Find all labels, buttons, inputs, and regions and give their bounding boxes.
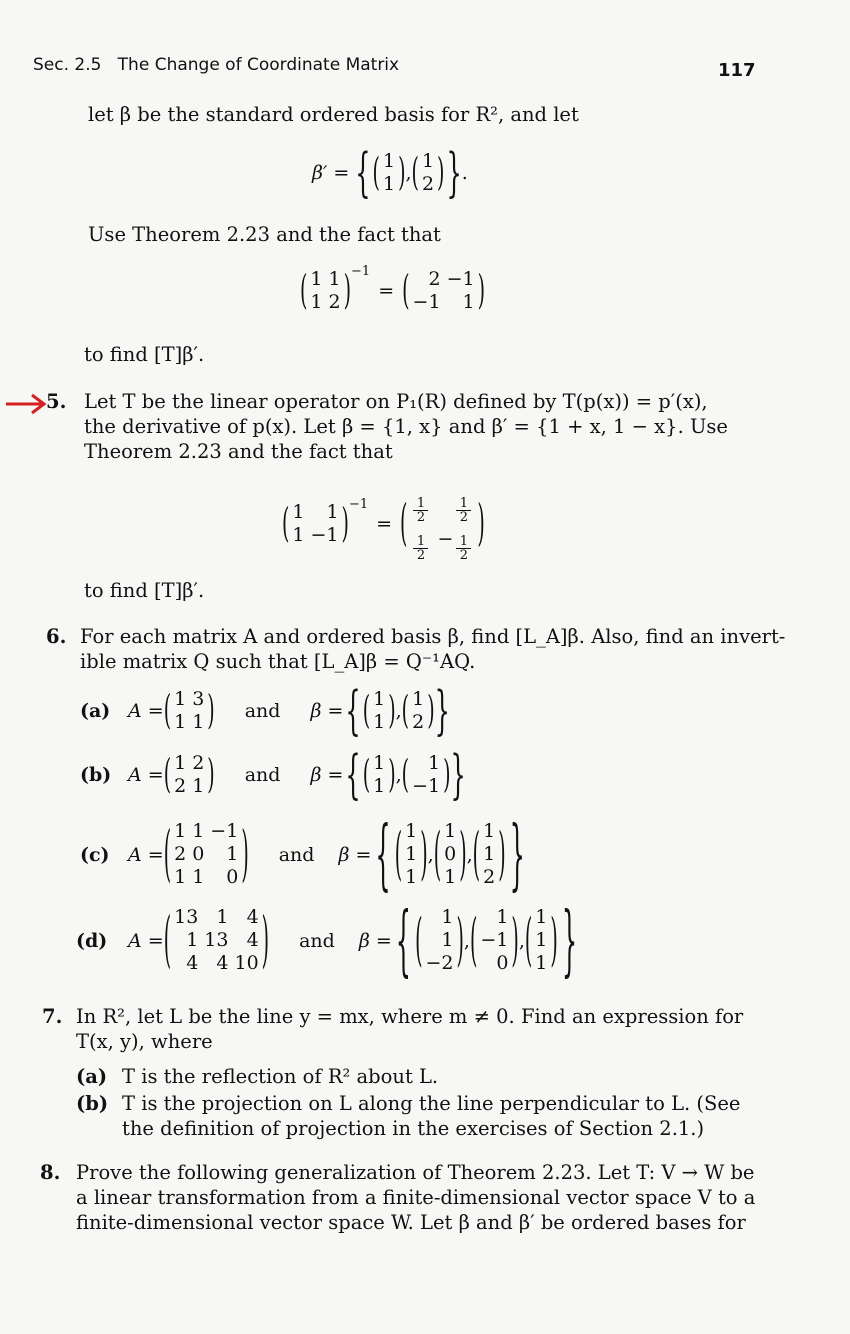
and-label: and [299, 929, 335, 952]
exercise-5-line: the derivative of p(x). Let β = {1, x} and β′ = {1 + x, 1 − x}. Use [84, 415, 728, 438]
exercise-6-line: ible matrix Q such that [L_A]β = Q⁻¹AQ. [80, 650, 476, 673]
part-label: (b) [80, 764, 112, 786]
part-label: (a) [76, 1065, 108, 1088]
A-label: A = [128, 700, 164, 722]
and-label: and [244, 764, 281, 786]
find-line-2: to find [T]β′. [84, 579, 205, 602]
A-label: A = [128, 843, 164, 866]
beta-label: β = [310, 700, 344, 722]
exercise-5-number: 5. [46, 390, 67, 413]
part-label: (b) [76, 1092, 109, 1115]
beta-prime-equation: β′ = { ( 1 1 ) , ( 1 2 ) } . [312, 142, 468, 204]
exercise-6d: (d) A = ( 13 1 4 1 13 4 4 4 10 ) and β = { ( 1 1 −2 ) , ( 1 −1 0 ) , ( 1 1 1 ) } [76, 895, 578, 986]
section-label: Sec. 2.5 [33, 55, 102, 75]
exercise-7b-text: T is the projection on L along the line perpendicular to L. (See [122, 1092, 741, 1115]
part-label: (a) [80, 700, 111, 722]
inverse-matrix-equation-2: ( 1 1 1 −1 ) −1 = ( $\frac{1}{2}$ $\frac{1}{2}$ $\frac{1}{2}$ − $\frac{1}{2}$ ) [282, 495, 485, 563]
exercise-8-line: a linear transformation from a finite-dimensional vector space V to a [76, 1186, 756, 1209]
exercise-6b: (b) A = ( 1 2 2 1 ) and β = { ( 1 1 ) , ( 1 −1 ) } [80, 744, 466, 806]
A-label: A = [128, 764, 164, 786]
exercise-8-line: Prove the following generalization of Theorem 2.23. Let T: V → W be [76, 1161, 755, 1184]
part-label: (c) [80, 843, 110, 866]
exercise-7-line: T(x, y), where [76, 1030, 213, 1053]
exercise-7a-text: T is the reflection of R² about L. [122, 1065, 439, 1088]
intro-line: let β be the standard ordered basis for R², and let [88, 103, 579, 126]
A-label: A = [128, 929, 164, 952]
exercise-8-number: 8. [40, 1161, 61, 1184]
exercise-6-number: 6. [46, 625, 67, 648]
red-arrow-icon [6, 392, 50, 416]
exercise-5-line: Theorem 2.23 and the fact that [84, 440, 393, 463]
exercise-6-line: For each matrix A and ordered basis β, find [L_A]β. Also, find an invert- [80, 625, 786, 648]
exercise-5-line: Let T be the linear operator on P₁(R) defined by T(p(x)) = p′(x), [84, 390, 708, 413]
find-line-1: to find [T]β′. [84, 343, 205, 366]
beta-label: β = [358, 929, 392, 952]
and-label: and [278, 843, 315, 866]
beta-label: β = [310, 764, 344, 786]
beta-label: β = [338, 843, 372, 866]
exercise-6c: (c) A = ( 1 1 −1 2 0 1 1 1 0 ) and β = { ( 1 1 1 ) , ( 1 0 1 ) , ( 1 1 2 ) } [80, 809, 525, 900]
exercise-7-line: In R², let L be the line y = mx, where m ≠ 0. Find an expression for [76, 1005, 744, 1028]
exercise-8-line: finite-dimensional vector space W. Let β and β′ be ordered bases for [76, 1211, 746, 1234]
inverse-matrix-equation-1: ( 1 1 1 2 ) −1 = ( 2 −1 −1 1 ) [300, 263, 485, 315]
exercise-7b-text: the definition of projection in the exercises of Section 2.1.) [122, 1117, 705, 1140]
exercise-7-number: 7. [42, 1005, 63, 1028]
part-label: (d) [76, 929, 108, 952]
use-theorem-line: Use Theorem 2.23 and the fact that [88, 223, 441, 246]
section-title: The Change of Coordinate Matrix [117, 55, 400, 75]
running-header [33, 55, 399, 75]
page-number: 117 [718, 60, 756, 81]
and-label: and [244, 700, 281, 722]
exercise-6a: (a) A = ( 1 3 1 1 ) and β = { ( 1 1 ) , ( 1 2 ) } [80, 680, 450, 742]
beta-prime-label: β′ = [312, 162, 350, 184]
